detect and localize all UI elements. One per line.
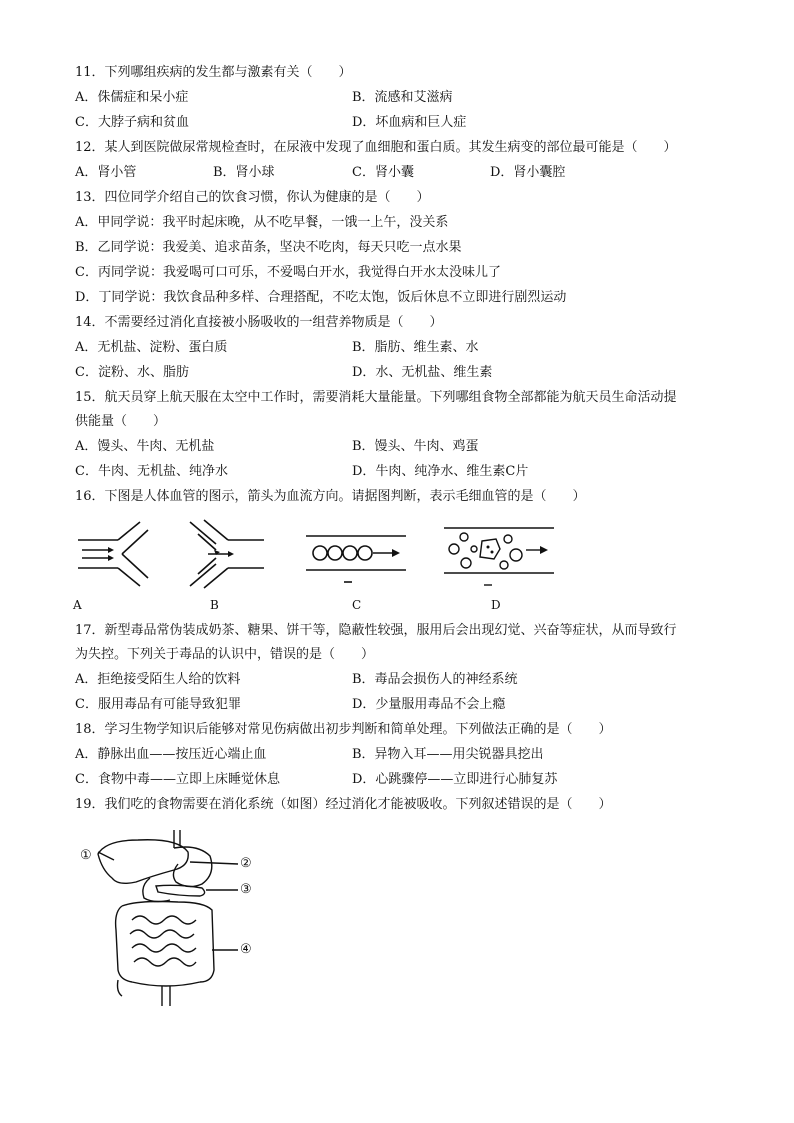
q15-stem-line1: 15．航天员穿上航天服在太空中工作时，需要消耗大量能量。下列哪组食物全部都能为航天员生命活动提	[75, 390, 677, 405]
q18-stem: 18．学习生物学知识后能够对常见伤病做出初步判断和简单处理。下列做法正确的是（ ）	[75, 722, 612, 737]
q15-option-c: C．牛肉、无机盐、纯净水	[75, 464, 228, 479]
figure-label-d: D	[491, 598, 501, 612]
q12-option-d: D．肾小囊腔	[490, 165, 566, 180]
q14-option-a: A．无机盐、淀粉、蛋白质	[75, 340, 228, 355]
figure-label-a: A	[73, 598, 82, 612]
q11-option-d: D．坏血病和巨人症	[352, 115, 467, 130]
q14-option-b: B．脂肪、维生素、水	[352, 340, 479, 355]
vessel-figure-c	[306, 530, 406, 590]
q15-option-a: A．馒头、牛肉、无机盐	[75, 439, 215, 454]
vessel-figure-d	[444, 525, 554, 590]
q11-option-a: A．侏儒症和呆小症	[75, 90, 189, 105]
q18-option-c: C．食物中毒——立即上床睡觉休息	[75, 772, 280, 787]
q13-option-c: C．丙同学说：我爱喝可口可乐，不爱喝白开水，我觉得白开水太没味儿了	[75, 265, 501, 280]
q15-stem-line2: 供能量（ ）	[75, 414, 167, 429]
vessel-figure-a	[78, 520, 178, 590]
q13-stem: 13．四位同学介绍自己的饮食习惯，你认为健康的是（ ）	[75, 190, 430, 205]
figure-label-b: B	[210, 598, 219, 612]
q11-option-c: C．大脖子病和贫血	[75, 115, 189, 130]
q18-option-d: D．心跳骤停——立即进行心肺复苏	[352, 772, 558, 787]
q16-stem: 16．下图是人体血管的图示，箭头为血流方向。请据图判断，表示毛细血管的是（ ）	[75, 489, 586, 504]
q14-option-d: D．水、无机盐、维生素	[352, 365, 493, 380]
q13-option-b: B．乙同学说：我爱美、追求苗条，坚决不吃肉，每天只吃一点水果	[75, 240, 462, 255]
q17-stem-line1: 17．新型毒品常伪装成奶茶、糖果、饼干等，隐蔽性较强，服用后会出现幻觉、兴奋等症状，从而导致行	[75, 623, 677, 638]
q11-option-b: B．流感和艾滋病	[352, 90, 453, 105]
q14-option-c: C．淀粉、水、脂肪	[75, 365, 189, 380]
q17-stem-line2: 为失控。下列关于毒品的认识中，错误的是（ ）	[75, 647, 375, 662]
q13-option-a: A．甲同学说：我平时起床晚，从不吃早餐，一饿一上午，没关系	[75, 215, 449, 230]
digestive-label-3: ③	[240, 882, 252, 897]
q13-option-d: D．丁同学说：我饮食品种多样、合理搭配，不吃太饱，饭后休息不立即进行剧烈运动	[75, 290, 567, 305]
q12-option-c: C．肾小囊	[352, 165, 414, 180]
vessel-figure-b	[190, 520, 270, 590]
q12-stem: 12．某人到医院做尿常规检查时，在尿液中发现了血细胞和蛋白质。其发生病变的部位最可能是（ ）	[75, 140, 677, 155]
digestive-label-1: ①	[80, 848, 92, 863]
q17-option-a: A．拒绝接受陌生人给的饮料	[75, 672, 241, 687]
q12-option-a: A．肾小管	[75, 165, 137, 180]
q17-option-b: B．毒品会损伤人的神经系统	[352, 672, 518, 687]
figure-label-c: C	[352, 598, 362, 612]
q12-option-b: B．肾小球	[213, 165, 275, 180]
q17-option-d: D．少量服用毒品不会上瘾	[352, 697, 506, 712]
q11-stem: 11．下列哪组疾病的发生都与激素有关（ ）	[75, 65, 352, 80]
q18-option-a: A．静脉出血——按压近心端止血	[75, 747, 267, 762]
digestive-label-2: ②	[240, 856, 252, 871]
q15-option-d: D．牛肉、纯净水、维生素C片	[352, 464, 529, 479]
q17-option-c: C．服用毒品有可能导致犯罪	[75, 697, 241, 712]
q18-option-b: B．异物入耳——用尖锐器具挖出	[352, 747, 544, 762]
digestive-label-4: ④	[240, 942, 252, 957]
q15-option-b: B．馒头、牛肉、鸡蛋	[352, 439, 479, 454]
q19-stem: 19．我们吃的食物需要在消化系统（如图）经过消化才能被吸收。下列叙述错误的是（ ）	[75, 797, 612, 812]
q14-stem: 14．不需要经过消化直接被小肠吸收的一组营养物质是（ ）	[75, 315, 443, 330]
